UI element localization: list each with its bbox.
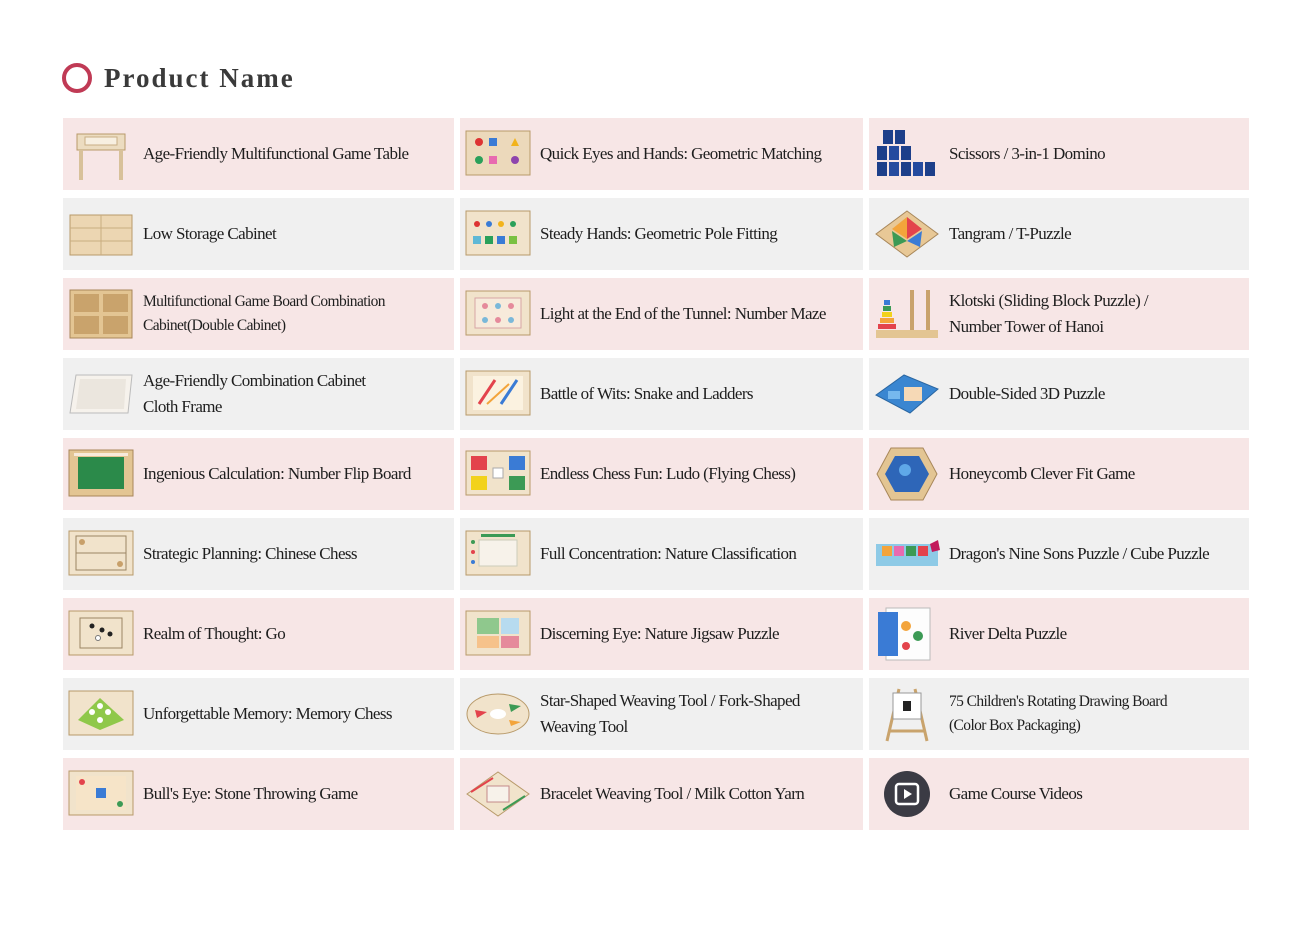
product-label: Endless Chess Fun: Ludo (Flying Chess) [540, 464, 796, 483]
product-item[interactable] [869, 758, 1249, 830]
product-item[interactable] [869, 198, 1249, 270]
product-item[interactable] [869, 518, 1249, 590]
product-item[interactable] [63, 278, 454, 350]
product-label: Klotski (Sliding Block Puzzle) / Number Tower of Hanoi [949, 291, 1148, 336]
product-item[interactable] [460, 438, 863, 510]
drawing-board-icon [873, 684, 941, 744]
product-label: Honeycomb Clever Fit Game [949, 464, 1135, 483]
product-item[interactable] [63, 758, 454, 830]
product-label: Unforgettable Memory: Memory Chess [143, 704, 392, 723]
flip-board-icon [67, 444, 135, 504]
product-item[interactable] [63, 678, 454, 750]
honeycomb-icon [873, 444, 941, 504]
circle-icon [62, 63, 92, 93]
product-label: Discerning Eye: Nature Jigsaw Puzzle [540, 624, 779, 643]
ludo-icon [464, 444, 532, 504]
product-item[interactable] [869, 278, 1249, 350]
stone-throwing-icon [67, 764, 135, 824]
video-play-icon [873, 764, 941, 824]
product-row [63, 758, 1249, 830]
domino-icon [873, 124, 941, 184]
product-label: Multifunctional Game Board Combination Cabinet(Double Cabinet) [143, 293, 385, 334]
product-item[interactable] [460, 598, 863, 670]
product-row [63, 438, 1249, 510]
bracelet-weaving-icon [464, 764, 532, 824]
product-label: Realm of Thought: Go [143, 624, 286, 643]
game-table-icon [67, 124, 135, 184]
double-cabinet-icon [67, 284, 135, 344]
product-item[interactable] [63, 118, 454, 190]
chinese-chess-icon [67, 524, 135, 584]
product-row [63, 518, 1249, 590]
product-label: River Delta Puzzle [949, 624, 1067, 643]
number-maze-icon [464, 284, 532, 344]
go-board-icon [67, 604, 135, 664]
product-item[interactable] [460, 278, 863, 350]
product-label: Ingenious Calculation: Number Flip Board [143, 464, 411, 483]
product-label: Full Concentration: Nature Classification [540, 544, 797, 563]
product-label: Bracelet Weaving Tool / Milk Cotton Yarn [540, 784, 805, 803]
nature-classification-icon [464, 524, 532, 584]
product-label: Age-Friendly Combination Cabinet Cloth Frame [143, 371, 366, 416]
product-label: Quick Eyes and Hands: Geometric Matching [540, 144, 822, 163]
product-label: Dragon's Nine Sons Puzzle / Cube Puzzle [949, 544, 1210, 563]
product-item[interactable] [869, 678, 1249, 750]
product-item[interactable] [460, 358, 863, 430]
product-item[interactable] [63, 438, 454, 510]
product-row [63, 198, 1249, 270]
product-item[interactable] [869, 118, 1249, 190]
page-header [62, 62, 295, 94]
product-label: Star-Shaped Weaving Tool / Fork-Shaped Weaving Tool [540, 691, 800, 736]
tangram-icon [873, 204, 941, 264]
product-label: Game Course Videos [949, 784, 1083, 803]
product-item[interactable] [63, 598, 454, 670]
product-row [63, 358, 1249, 430]
product-label: Battle of Wits: Snake and Ladders [540, 384, 753, 403]
weaving-tool-icon [464, 684, 532, 744]
page-title: Product Name [104, 62, 295, 93]
product-item[interactable] [869, 358, 1249, 430]
product-label: Double-Sided 3D Puzzle [949, 384, 1105, 403]
product-item[interactable] [869, 438, 1249, 510]
product-label: Low Storage Cabinet [143, 224, 277, 243]
jigsaw-icon [464, 604, 532, 664]
product-grid [63, 118, 1249, 838]
pole-fitting-icon [464, 204, 532, 264]
product-item[interactable] [460, 678, 863, 750]
storage-cabinet-icon [67, 204, 135, 264]
river-delta-icon [873, 604, 941, 664]
snake-ladders-icon [464, 364, 532, 424]
memory-chess-icon [67, 684, 135, 744]
product-label: Age-Friendly Multifunctional Game Table [143, 144, 409, 163]
product-label: 75 Children's Rotating Drawing Board (Color Box Packaging) [949, 693, 1167, 734]
cube-puzzle-icon [873, 524, 941, 584]
product-item[interactable] [63, 198, 454, 270]
product-row [63, 118, 1249, 190]
product-label: Bull's Eye: Stone Throwing Game [143, 784, 358, 803]
product-row [63, 598, 1249, 670]
product-label: Tangram / T-Puzzle [949, 224, 1072, 243]
product-item[interactable] [460, 758, 863, 830]
product-item[interactable] [869, 598, 1249, 670]
product-label: Strategic Planning: Chinese Chess [143, 544, 357, 563]
product-item[interactable] [460, 118, 863, 190]
geometric-matching-icon [464, 124, 532, 184]
cloth-frame-icon [67, 364, 135, 424]
tower-hanoi-icon [873, 284, 941, 344]
product-item[interactable] [63, 358, 454, 430]
product-label: Light at the End of the Tunnel: Number Maze [540, 304, 826, 323]
product-label: Scissors / 3-in-1 Domino [949, 144, 1106, 163]
product-label: Steady Hands: Geometric Pole Fitting [540, 224, 778, 243]
3d-puzzle-icon [873, 364, 941, 424]
product-row [63, 278, 1249, 350]
product-row [63, 678, 1249, 750]
product-item[interactable] [460, 198, 863, 270]
product-item[interactable] [460, 518, 863, 590]
product-item[interactable] [63, 518, 454, 590]
